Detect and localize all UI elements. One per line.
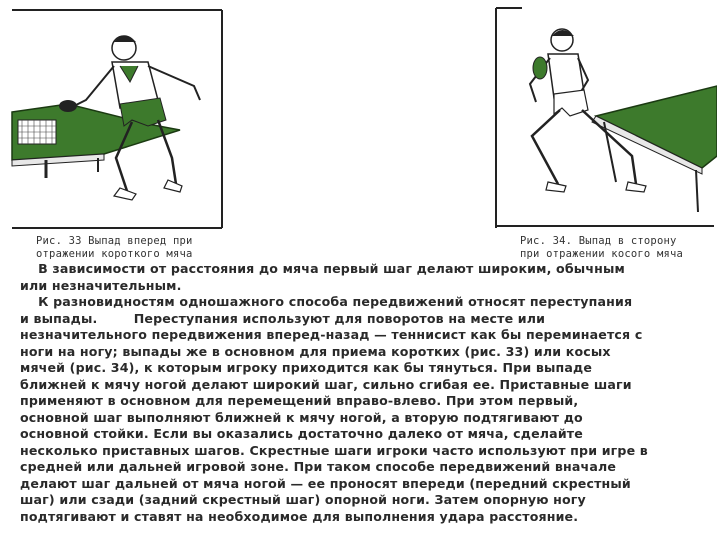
text-line: или незначительным.: [20, 277, 182, 293]
figure-34: [492, 6, 717, 228]
text-line: несколько приставных шагов. Скрестные шаги игроки часто используют при игре в: [20, 442, 648, 458]
text-line: средней или дальней игровой зоне. При таком способе передвижений вначале: [20, 459, 617, 474]
figure-33-caption: [36, 235, 236, 261]
text-line: шаг) или сзади (задний скрестный шаг) опорной ноги. Затем опорную ногу: [20, 492, 586, 507]
body-text: [20, 261, 710, 525]
figure-33-illustration: [8, 8, 230, 230]
text-line: ближней к мячу ногой делают широкий шаг, сильно сгибая ее. Приставные шаги: [20, 376, 632, 392]
text-line: и выпады. Переступания используют для поворотов на месте или: [20, 310, 546, 326]
text-line: основной стойки. Если вы оказались достаточно далеко от мяча, сделайте: [20, 426, 583, 441]
text-line: подтягивают и ставят на необходимое для выполнения удара расстояние.: [20, 508, 579, 524]
text-line: делают шаг дальней от мяча ногой — ее проносят впереди (передний скрестный: [20, 475, 631, 491]
caption-line: Рис. 34. Выпад в сторону: [520, 235, 677, 247]
text-line: незначительного передвижения вперед-назад — теннисист как бы переминается с: [20, 327, 643, 342]
figure-33: [8, 8, 230, 230]
figure-34-illustration: [492, 6, 717, 228]
text-line: основной шаг выполняют ближней к мячу ногой, а вторую подтягивают до: [20, 409, 583, 425]
caption-line: отражении короткого мяча: [36, 248, 193, 260]
text-line: К разновидностям одношажного способа передвижений относят переступания: [20, 294, 633, 309]
text-line: применяют в основном для перемещений вправо-влево. При этом первый,: [20, 393, 579, 408]
text-line: ноги на ногу; выпады же в основном для приема коротких (рис. 33) или косых: [20, 343, 611, 359]
caption-line: при отражении косого мяча: [520, 248, 684, 260]
figure-34-caption: [520, 235, 720, 261]
text-line: В зависимости от расстояния до мяча первый шаг делают широким, обычным: [20, 261, 625, 276]
caption-line: Рис. 33 Выпад вперед при: [36, 235, 193, 247]
text-line: мячей (рис. 34), к которым игроку приходится как бы тянуться. При выпаде: [20, 360, 593, 375]
